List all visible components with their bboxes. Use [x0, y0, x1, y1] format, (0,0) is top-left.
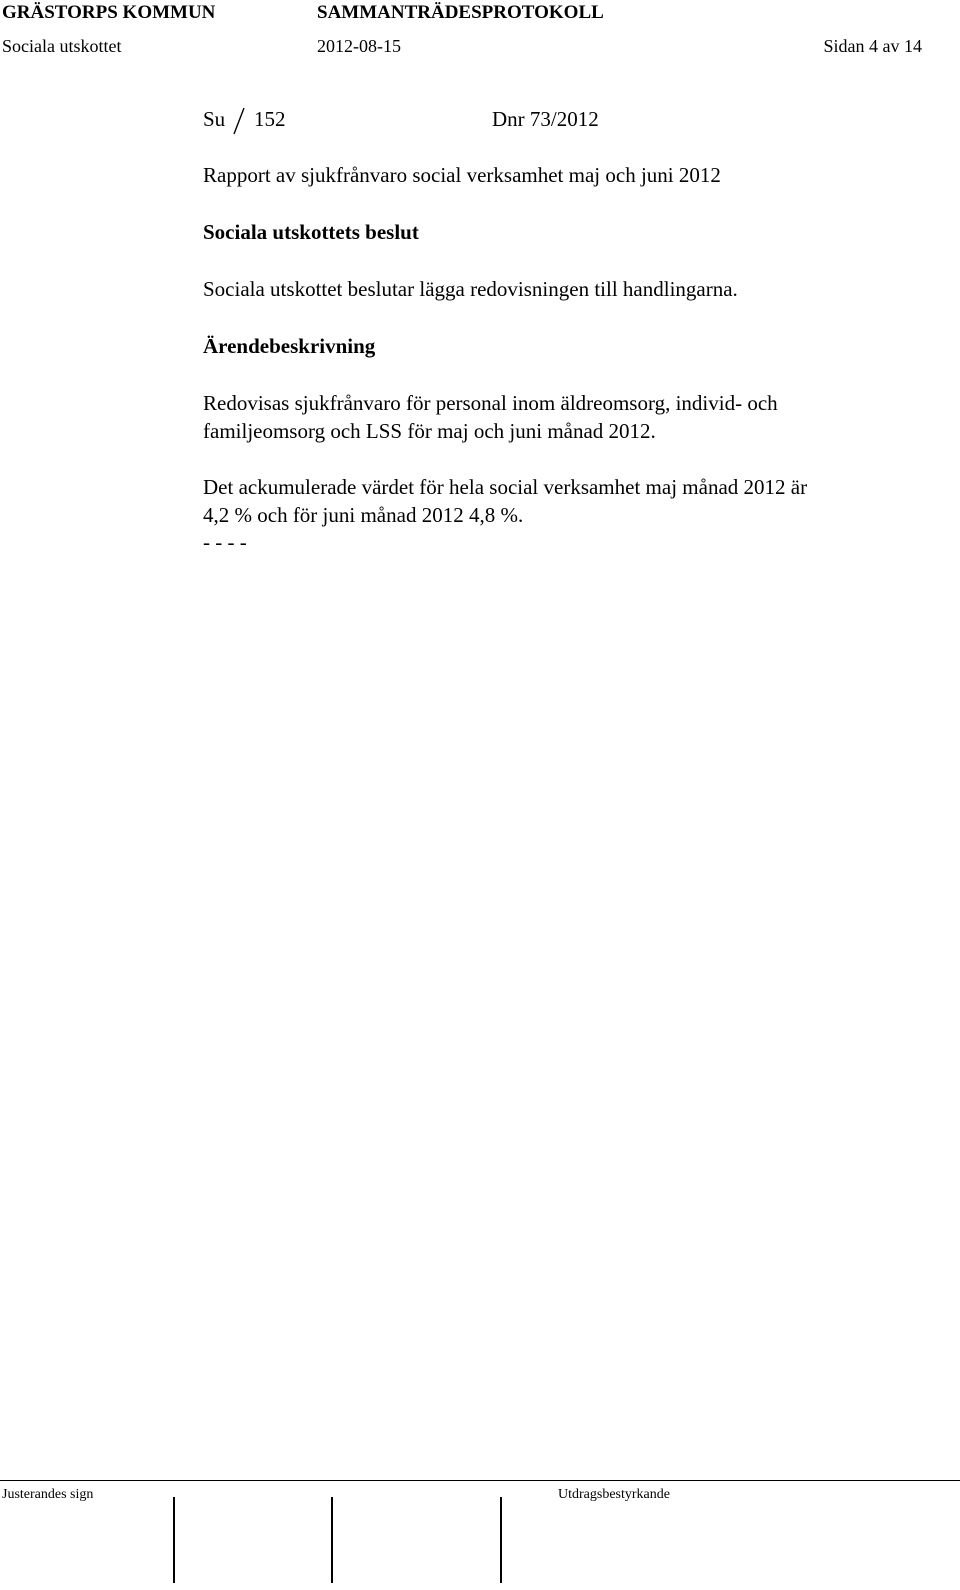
description-heading: Ärendebeskrivning — [203, 334, 376, 358]
decision-heading: Sociala utskottets beslut — [203, 220, 419, 244]
sign-label: Justerandes sign — [2, 1487, 94, 1502]
paragraph-prefix: Su — [203, 107, 226, 131]
end-marker: - - - - — [203, 530, 247, 554]
footer-divider — [0, 1480, 960, 1481]
certified-label: Utdragsbestyrkande — [558, 1487, 670, 1502]
signature-box-divider — [331, 1497, 333, 1583]
diary-number: Dnr 73/2012 — [492, 107, 599, 131]
signature-box-divider — [173, 1497, 175, 1583]
section-sign-icon — [232, 106, 246, 136]
meeting-date: 2012-08-15 — [317, 36, 401, 56]
page-number: Sidan 4 av 14 — [823, 36, 922, 56]
description-paragraph-1-line-2: familjeomsorg och LSS för maj och juni månad 2012. — [203, 419, 656, 443]
matter-title: Rapport av sjukfrånvaro social verksamhet maj och juni 2012 — [203, 163, 721, 187]
paragraph-number: 152 — [254, 107, 286, 131]
description-paragraph-1-line-1: Redovisas sjukfrånvaro för personal inom äldreomsorg, individ- och — [203, 391, 778, 415]
document-type: SAMMANTRÄDESPROTOKOLL — [317, 2, 604, 23]
signature-box-divider — [500, 1497, 502, 1583]
description-paragraph-2-line-2: 4,2 % och för juni månad 2012 4,8 %. — [203, 503, 524, 527]
description-paragraph-2-line-1: Det ackumulerade värdet för hela social verksamhet maj månad 2012 är — [203, 475, 808, 499]
committee-name: Sociala utskottet — [2, 36, 122, 56]
decision-text: Sociala utskottet beslutar lägga redovisningen till handlingarna. — [203, 277, 738, 301]
municipality-name: GRÄSTORPS KOMMUN — [2, 2, 216, 23]
